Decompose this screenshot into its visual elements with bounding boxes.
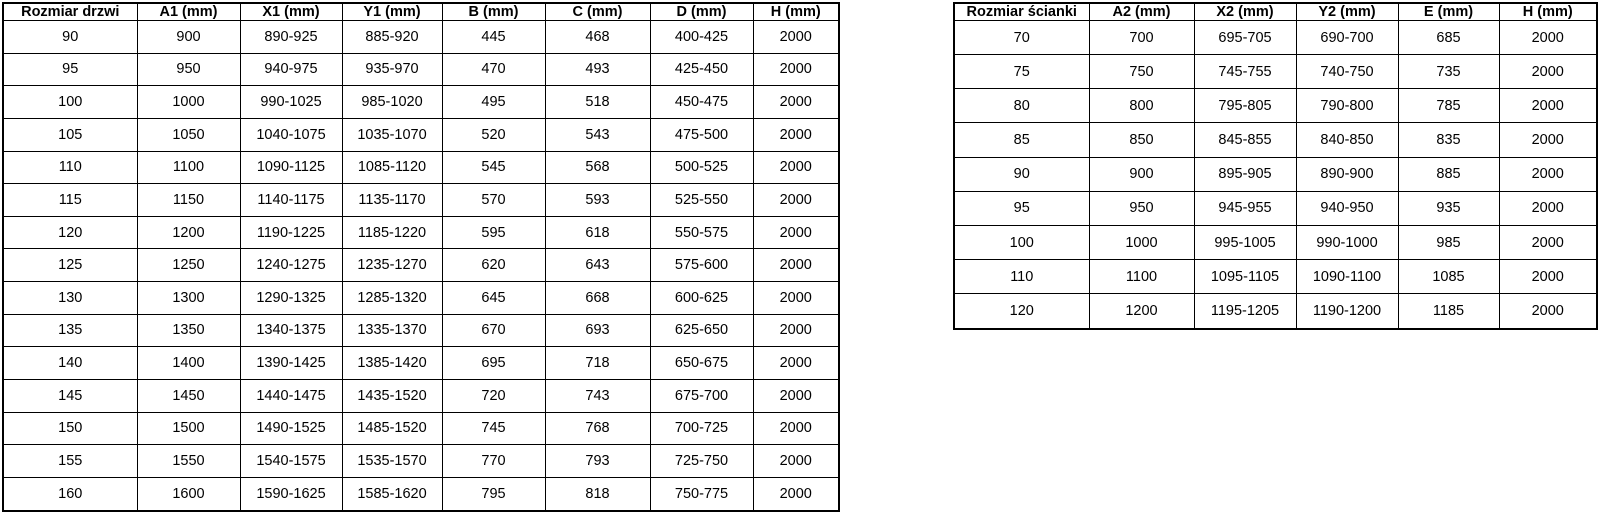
cell: 468	[545, 21, 650, 54]
cell: 445	[442, 21, 545, 54]
cell: 120	[3, 216, 137, 249]
cell: 145	[3, 379, 137, 412]
cell: 1485-1520	[342, 412, 442, 445]
cell: 2000	[1499, 260, 1597, 294]
cell: 700-725	[650, 412, 753, 445]
wall-table-header-row	[954, 3, 1597, 21]
cell: 935	[1398, 191, 1499, 225]
cell: 115	[3, 184, 137, 217]
table-row	[3, 314, 839, 347]
cell: 740-750	[1296, 55, 1398, 89]
column-header: A1 (mm)	[137, 3, 240, 21]
cell: 1540-1575	[240, 445, 342, 478]
cell: 2000	[1499, 55, 1597, 89]
cell: 2000	[753, 412, 839, 445]
cell: 1585-1620	[342, 477, 442, 511]
table-row	[3, 282, 839, 315]
cell: 695-705	[1194, 21, 1296, 55]
cell: 1090-1125	[240, 151, 342, 184]
cell: 1435-1520	[342, 379, 442, 412]
cell: 885	[1398, 157, 1499, 191]
cell: 1550	[137, 445, 240, 478]
cell: 850	[1089, 123, 1194, 157]
cell: 795	[442, 477, 545, 511]
cell: 1350	[137, 314, 240, 347]
table-row	[954, 21, 1597, 55]
cell: 743	[545, 379, 650, 412]
table-row	[954, 294, 1597, 329]
cell: 120	[954, 294, 1089, 329]
cell: 1100	[137, 151, 240, 184]
cell: 2000	[1499, 21, 1597, 55]
column-header: Y1 (mm)	[342, 3, 442, 21]
cell: 1300	[137, 282, 240, 315]
cell: 645	[442, 282, 545, 315]
cell: 985	[1398, 225, 1499, 259]
cell: 135	[3, 314, 137, 347]
cell: 795-805	[1194, 89, 1296, 123]
table-row	[954, 157, 1597, 191]
cell: 1000	[1089, 225, 1194, 259]
cell: 945-955	[1194, 191, 1296, 225]
cell: 1190-1200	[1296, 294, 1398, 329]
column-header: B (mm)	[442, 3, 545, 21]
cell: 2000	[753, 314, 839, 347]
cell: 2000	[753, 216, 839, 249]
cell: 155	[3, 445, 137, 478]
cell: 725-750	[650, 445, 753, 478]
cell: 900	[1089, 157, 1194, 191]
cell: 935-970	[342, 53, 442, 86]
cell: 690-700	[1296, 21, 1398, 55]
cell: 2000	[753, 445, 839, 478]
cell: 1500	[137, 412, 240, 445]
cell: 595	[442, 216, 545, 249]
table-row	[954, 191, 1597, 225]
table-row	[954, 123, 1597, 157]
table-row	[954, 55, 1597, 89]
cell: 768	[545, 412, 650, 445]
cell: 1285-1320	[342, 282, 442, 315]
cell: 940-975	[240, 53, 342, 86]
cell: 570	[442, 184, 545, 217]
cell: 990-1000	[1296, 225, 1398, 259]
cell: 2000	[1499, 89, 1597, 123]
cell: 995-1005	[1194, 225, 1296, 259]
cell: 840-850	[1296, 123, 1398, 157]
wall-size-table	[953, 2, 1598, 330]
cell: 685	[1398, 21, 1499, 55]
cell: 1050	[137, 118, 240, 151]
cell: 95	[954, 191, 1089, 225]
cell: 100	[954, 225, 1089, 259]
table-row	[3, 118, 839, 151]
column-header: H (mm)	[753, 3, 839, 21]
cell: 700	[1089, 21, 1194, 55]
cell: 2000	[753, 86, 839, 119]
table-row	[954, 225, 1597, 259]
cell: 600-625	[650, 282, 753, 315]
cell: 1535-1570	[342, 445, 442, 478]
door-size-table	[2, 2, 840, 512]
cell: 518	[545, 86, 650, 119]
column-header: A2 (mm)	[1089, 3, 1194, 21]
cell: 620	[442, 249, 545, 282]
cell: 1200	[1089, 294, 1194, 329]
cell: 545	[442, 151, 545, 184]
cell: 85	[954, 123, 1089, 157]
cell: 845-855	[1194, 123, 1296, 157]
cell: 2000	[1499, 157, 1597, 191]
cell: 793	[545, 445, 650, 478]
cell: 835	[1398, 123, 1499, 157]
cell: 950	[137, 53, 240, 86]
table-row	[3, 184, 839, 217]
table-row	[3, 53, 839, 86]
cell: 750-775	[650, 477, 753, 511]
table-row	[3, 151, 839, 184]
column-header: H (mm)	[1499, 3, 1597, 21]
cell: 520	[442, 118, 545, 151]
cell: 1335-1370	[342, 314, 442, 347]
cell: 790-800	[1296, 89, 1398, 123]
cell: 720	[442, 379, 545, 412]
cell: 543	[545, 118, 650, 151]
column-header: X2 (mm)	[1194, 3, 1296, 21]
cell: 140	[3, 347, 137, 380]
cell: 675-700	[650, 379, 753, 412]
cell: 990-1025	[240, 86, 342, 119]
cell: 735	[1398, 55, 1499, 89]
cell: 800	[1089, 89, 1194, 123]
cell: 668	[545, 282, 650, 315]
table-row	[3, 21, 839, 54]
cell: 890-900	[1296, 157, 1398, 191]
cell: 1200	[137, 216, 240, 249]
table-row	[3, 249, 839, 282]
cell: 1185	[1398, 294, 1499, 329]
cell: 625-650	[650, 314, 753, 347]
cell: 475-500	[650, 118, 753, 151]
column-header: X1 (mm)	[240, 3, 342, 21]
cell: 1090-1100	[1296, 260, 1398, 294]
cell: 160	[3, 477, 137, 511]
column-header: Y2 (mm)	[1296, 3, 1398, 21]
cell: 2000	[753, 184, 839, 217]
cell: 1040-1075	[240, 118, 342, 151]
cell: 1000	[137, 86, 240, 119]
cell: 643	[545, 249, 650, 282]
cell: 110	[954, 260, 1089, 294]
cell: 70	[954, 21, 1089, 55]
cell: 1195-1205	[1194, 294, 1296, 329]
door-table-header-row	[3, 3, 839, 21]
cell: 95	[3, 53, 137, 86]
cell: 985-1020	[342, 86, 442, 119]
cell: 568	[545, 151, 650, 184]
table-row	[954, 260, 1597, 294]
column-header: Rozmiar drzwi	[3, 3, 137, 21]
cell: 1140-1175	[240, 184, 342, 217]
table-row	[3, 412, 839, 445]
cell: 495	[442, 86, 545, 119]
cell: 895-905	[1194, 157, 1296, 191]
cell: 75	[954, 55, 1089, 89]
cell: 1100	[1089, 260, 1194, 294]
table-row	[954, 89, 1597, 123]
cell: 1400	[137, 347, 240, 380]
cell: 470	[442, 53, 545, 86]
cell: 80	[954, 89, 1089, 123]
cell: 1390-1425	[240, 347, 342, 380]
cell: 2000	[753, 53, 839, 86]
table-row	[3, 445, 839, 478]
cell: 1290-1325	[240, 282, 342, 315]
cell: 1095-1105	[1194, 260, 1296, 294]
cell: 950	[1089, 191, 1194, 225]
cell: 1600	[137, 477, 240, 511]
cell: 550-575	[650, 216, 753, 249]
cell: 1385-1420	[342, 347, 442, 380]
cell: 1085	[1398, 260, 1499, 294]
table-row	[3, 477, 839, 511]
cell: 1085-1120	[342, 151, 442, 184]
cell: 2000	[1499, 123, 1597, 157]
cell: 2000	[1499, 191, 1597, 225]
cell: 575-600	[650, 249, 753, 282]
cell: 1235-1270	[342, 249, 442, 282]
cell: 2000	[753, 118, 839, 151]
column-header: Rozmiar ścianki	[954, 3, 1089, 21]
cell: 110	[3, 151, 137, 184]
cell: 770	[442, 445, 545, 478]
cell: 745	[442, 412, 545, 445]
column-header: E (mm)	[1398, 3, 1499, 21]
cell: 1250	[137, 249, 240, 282]
cell: 890-925	[240, 21, 342, 54]
cell: 105	[3, 118, 137, 151]
cell: 500-525	[650, 151, 753, 184]
cell: 1240-1275	[240, 249, 342, 282]
cell: 718	[545, 347, 650, 380]
table-row	[3, 347, 839, 380]
cell: 130	[3, 282, 137, 315]
cell: 425-450	[650, 53, 753, 86]
cell: 818	[545, 477, 650, 511]
cell: 1340-1375	[240, 314, 342, 347]
cell: 900	[137, 21, 240, 54]
column-header: D (mm)	[650, 3, 753, 21]
cell: 525-550	[650, 184, 753, 217]
cell: 745-755	[1194, 55, 1296, 89]
cell: 2000	[753, 249, 839, 282]
cell: 1440-1475	[240, 379, 342, 412]
table-row	[3, 86, 839, 119]
cell: 1150	[137, 184, 240, 217]
cell: 593	[545, 184, 650, 217]
cell: 940-950	[1296, 191, 1398, 225]
cell: 1590-1625	[240, 477, 342, 511]
cell: 750	[1089, 55, 1194, 89]
cell: 1450	[137, 379, 240, 412]
cell: 90	[3, 21, 137, 54]
cell: 2000	[753, 347, 839, 380]
cell: 695	[442, 347, 545, 380]
cell: 450-475	[650, 86, 753, 119]
cell: 90	[954, 157, 1089, 191]
cell: 2000	[753, 379, 839, 412]
cell: 2000	[753, 282, 839, 315]
cell: 2000	[753, 477, 839, 511]
cell: 125	[3, 249, 137, 282]
cell: 1490-1525	[240, 412, 342, 445]
table-row	[3, 216, 839, 249]
cell: 2000	[1499, 225, 1597, 259]
cell: 2000	[753, 21, 839, 54]
table-row	[3, 379, 839, 412]
cell: 650-675	[650, 347, 753, 380]
cell: 1190-1225	[240, 216, 342, 249]
cell: 1035-1070	[342, 118, 442, 151]
cell: 618	[545, 216, 650, 249]
cell: 1135-1170	[342, 184, 442, 217]
cell: 100	[3, 86, 137, 119]
column-header: C (mm)	[545, 3, 650, 21]
cell: 2000	[753, 151, 839, 184]
cell: 493	[545, 53, 650, 86]
cell: 885-920	[342, 21, 442, 54]
cell: 2000	[1499, 294, 1597, 329]
cell: 150	[3, 412, 137, 445]
cell: 1185-1220	[342, 216, 442, 249]
cell: 785	[1398, 89, 1499, 123]
cell: 670	[442, 314, 545, 347]
cell: 693	[545, 314, 650, 347]
cell: 400-425	[650, 21, 753, 54]
